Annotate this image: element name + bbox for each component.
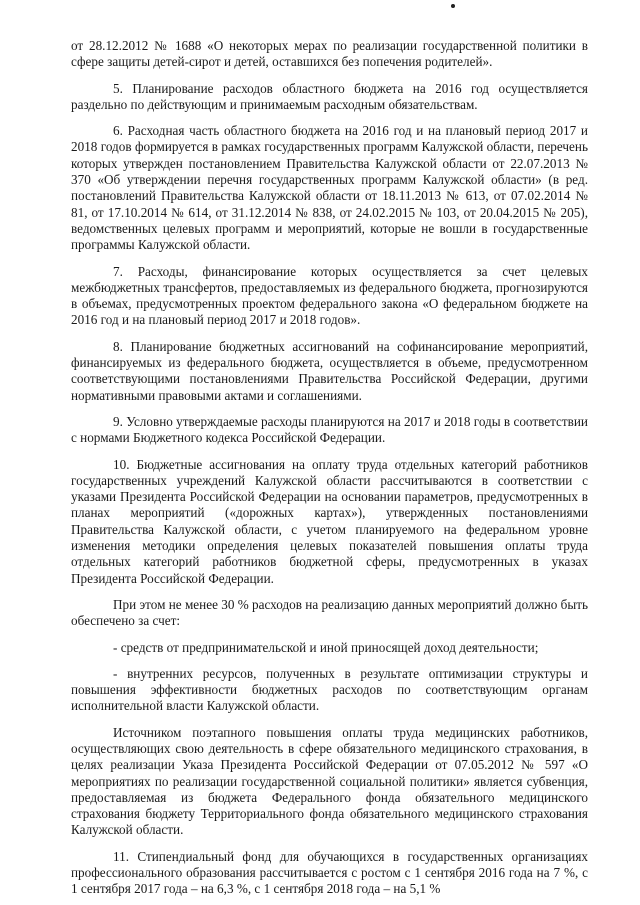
paragraph-medical-workers: Источником поэтапного повышения оплаты труда медицинских работников, осуществляющих свою деятельность в сфере обязательного медицинского страхования, в целях реализации Указа Президента Российской Федерации от 07.05.2012 № 597 «О мероприятиях по реализации государственной социальной политики» является субвенция, предоставляемая из бюджета Федерального фонда обязательного медицинского страхования бюджету Территориального фонда обязательного медицинского страхования Калужской области. [71, 724, 588, 838]
paragraph-6: 6. Расходная часть областного бюджета на 2016 год и на плановый период 2017 и 2018 годов формируется в рамках государственных программ Калужской области, перечень которых утвержден постановлением Правительства Калужской области от 22.07.2013 № 370 «Об утверждении перечня государственных программ Калужской области» (в ред. постановлений Правительства Калужской области от 18.11.2013 № 613, от 07.02.2014 № 81, от 17.10.2014 № 614, от 31.12.2014 № 838, от 24.02.2015 № 103, от 20.04.2015 № 205), ведомственных целевых программ и мероприятий, которые не вошли в государственные программы Калужской области. [71, 123, 588, 253]
paragraph-10: 10. Бюджетные ассигнования на оплату труда отдельных категорий работников государственных учреждений Калужской области рассчитываются в соответствии с указами Президента Российской Федерации на основании параметров, предусмотренных в планах мероприятий («дорожных картах»), утвержденных постановлениями Правительства Калужской области, с учетом планируемого на федеральном уровне изменения методики определения целевых показателей повышения оплаты труда отдельных категорий работников бюджетной сферы, предусмотренных в указах Президента Российской Федерации. [71, 456, 588, 586]
list-item-internal-resources: - внутренних ресурсов, полученных в результате оптимизации структуры и повышения эффективности бюджетных расходов по соответствующим органам исполнительной власти Калужской области. [71, 665, 588, 714]
document-body [71, 38, 588, 898]
paragraph-9: 9. Условно утверждаемые расходы планируются на 2017 и 2018 годы в соответствии с нормами Бюджетного кодекса Российской Федерации. [71, 413, 588, 446]
paragraph-5: 5. Планирование расходов областного бюджета на 2016 год осуществляется раздельно по действующим и принимаемым расходным обязательствам. [71, 80, 588, 112]
paragraph-8: 8. Планирование бюджетных ассигнований на софинансирование мероприятий, финансируемых из федерального бюджета, осуществляется в объеме, предусмотренном соответствующими постановлениями Правительства Российской Федерации, другими нормативными правовыми актами и соглашениями. [71, 338, 588, 403]
list-item-business-income: - средств от предпринимательской и иной приносящей доход деятельности; [113, 639, 539, 655]
paragraph-11: 11. Стипендиальный фонд для обучающихся в государственных организациях профессионального образования рассчитывается с ростом с 1 сентября 2016 года на 7 %, с 1 сентября 2017 года – на 6,3 %, с 1 сентября 2018 года – на 5,1 % [71, 848, 588, 897]
paragraph-funding-note: При этом не менее 30 % расходов на реализацию данных мероприятий должно быть обеспечено за счет: [71, 596, 588, 629]
paragraph-7: 7. Расходы, финансирование которых осуществляется за счет целевых межбюджетных трансфертов, предоставляемых из федерального бюджета, прогнозируются в объемах, предусмотренных проектом федерального закона «О федеральном бюджете на 2016 год и на плановый период 2017 и 2018 годов». [71, 263, 588, 328]
speck-mark [451, 4, 455, 8]
paragraph-continuation: от 28.12.2012 № 1688 «О некоторых мерах по реализации государственной политики в сфере защиты детей-сирот и детей, оставшихся без попечения родителей». [71, 38, 588, 70]
